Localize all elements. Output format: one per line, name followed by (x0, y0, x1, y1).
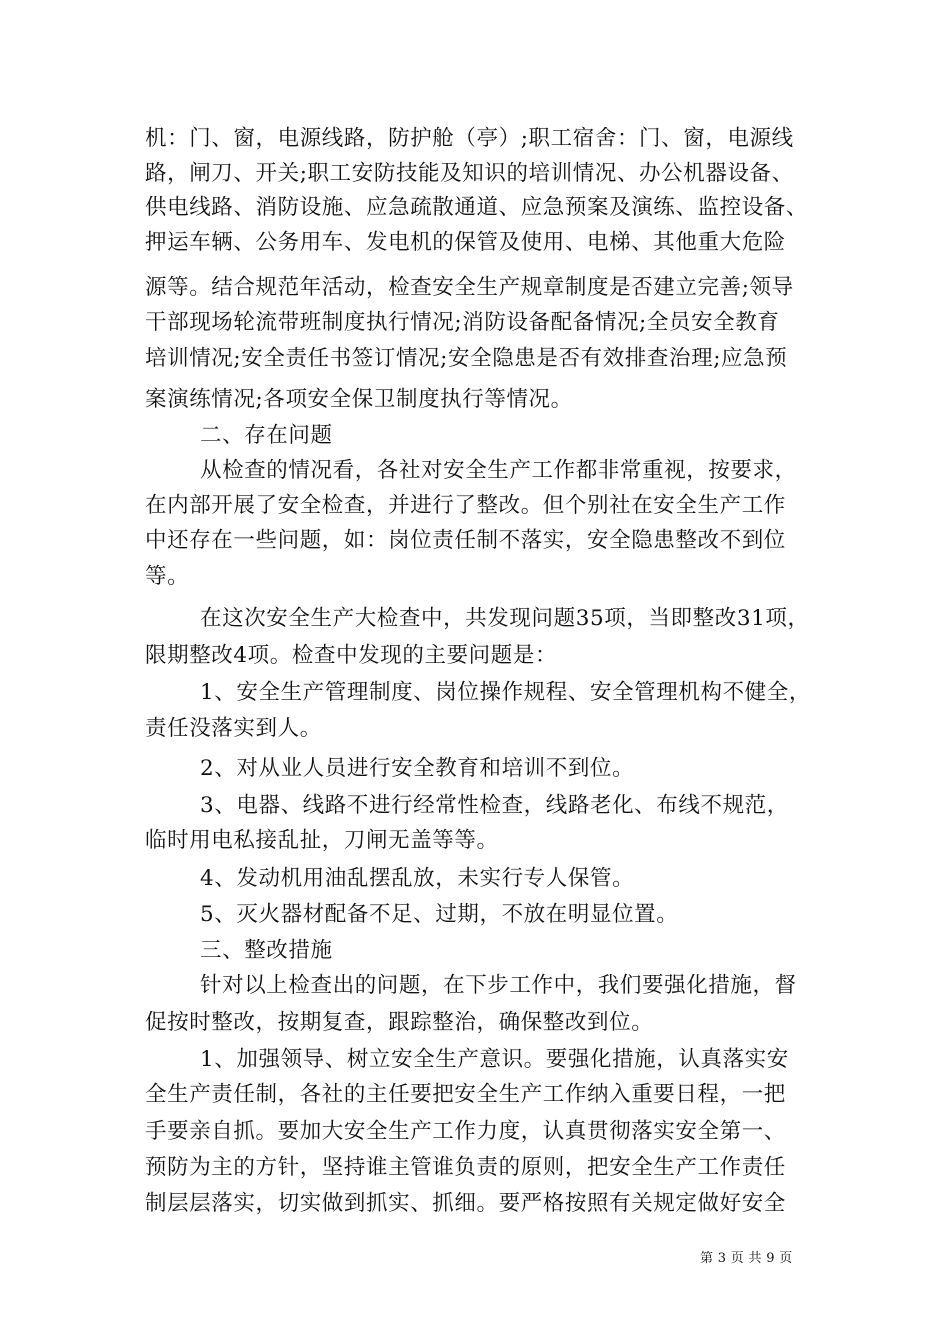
text-line: 预防为主的方针，坚持谁主管谁负责的原则，把安全生产工作责任 (145, 1155, 786, 1180)
text-line: 责任没落实到人。 (145, 716, 322, 741)
text-line: 针对以上检查出的问题，在下步工作中，我们要强化措施，督 (200, 973, 797, 998)
text-line: 促按时整改，按期复查，跟踪整治，确保整改到位。 (145, 1010, 654, 1035)
text-line: 等。 (145, 564, 190, 589)
text-line: 培训情况;安全责任书签订情况;安全隐患是否有效排查治理;应急预 (145, 346, 788, 371)
page-number: 第 3 页 共 9 页 (700, 1251, 793, 1266)
text-line: 限期整改4项。检查中发现的主要问题是： (145, 643, 558, 668)
text-line: 在内部开展了安全检查，并进行了整改。但个别社在安全生产工作 (145, 493, 786, 518)
text-line: 全生产责任制，各社的主任要把安全生产工作纳入重要日程，一把 (145, 1082, 786, 1107)
text-line: 源等。结合规范年活动，检查安全生产规章制度是否建立完善;领导 (145, 275, 794, 300)
section-heading: 二、存在问题 (200, 423, 333, 448)
list-item: 1、安全生产管理制度、岗位操作规程、安全管理机构不健全， (200, 680, 811, 705)
text-line: 制层层落实，切实做到抓实、抓细。要严格按照有关规定做好安全 (145, 1191, 786, 1216)
text-line: 临时用电私接乱扯，刀闸无盖等等。 (145, 828, 499, 853)
text-line: 机：门、窗，电源线路，防护舱（亭）;职工宿舍：门、窗，电源线 (145, 126, 794, 151)
text-line: 干部现场轮流带班制度执行情况;消防设备配备情况;全员安全教育 (145, 310, 780, 335)
list-item: 2、对从业人员进行安全教育和培训不到位。 (200, 756, 635, 781)
section-heading: 三、整改措施 (200, 938, 333, 963)
list-item: 5、灭火器材配备不足、过期，不放在明显位置。 (200, 902, 679, 927)
text-line: 押运车辆、公务用车、发电机的保管及使用、电梯、其他重大危险 (145, 230, 786, 255)
list-item: 1、加强领导、树立安全生产意识。要强化措施，认真落实安 (200, 1047, 789, 1072)
list-item: 3、电器、线路不进行经常性检查，线路老化、布线不规范， (200, 793, 789, 818)
text-line: 手要亲自抓。要加大安全生产工作力度，认真贯彻落实安全第一、 (145, 1119, 786, 1144)
text-line: 供电线路、消防设施、应急疏散通道、应急预案及演练、监控设备、 (145, 195, 809, 220)
text-line: 路，闸刀、开关;职工安防技能及知识的培训情况、办公机器设备、 (145, 161, 794, 186)
list-item: 4、发动机用油乱摆乱放，未实行专人保管。 (200, 866, 635, 891)
text-line: 从检查的情况看，各社对安全生产工作都非常重视，按要求， (200, 458, 797, 483)
text-line: 案演练情况;各项安全保卫制度执行等情况。 (145, 387, 573, 412)
text-line: 在这次安全生产大检查中，共发现问题35项，当即整改31项， (200, 606, 810, 631)
text-line: 中还存在一些问题，如：岗位责任制不落实，安全隐患整改不到位 (145, 528, 786, 553)
